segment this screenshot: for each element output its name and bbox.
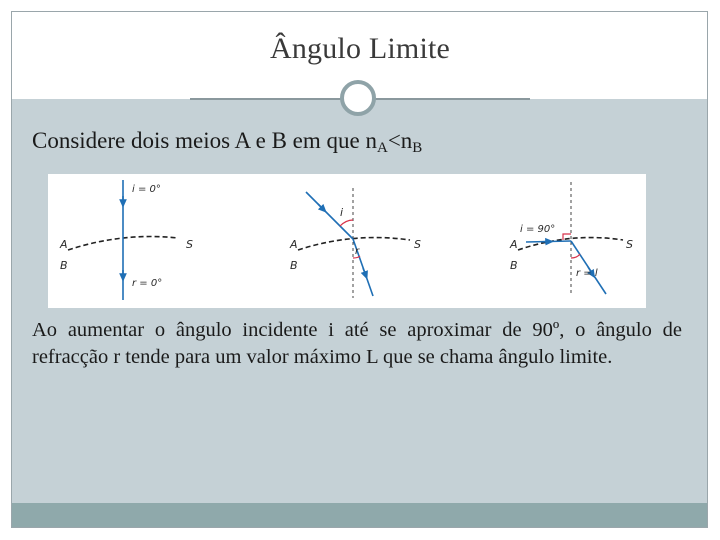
refracted-arrow bbox=[363, 268, 366, 276]
medium-b-label: B bbox=[510, 259, 518, 272]
refracted-angle-label: r bbox=[355, 246, 360, 257]
explanation-paragraph: Ao aumentar o ângulo incidente i até se aproximar de 90º, o ângulo de refracção r tende para um valor máximo L que se chama ângulo limite. bbox=[32, 319, 682, 368]
medium-a-label: A bbox=[290, 238, 298, 251]
footer-bar bbox=[12, 503, 707, 527]
incident-angle-arc bbox=[340, 220, 353, 226]
surface-label: S bbox=[626, 238, 633, 251]
medium-a-label: A bbox=[510, 238, 518, 251]
incident-angle-label: i = 90° bbox=[520, 224, 556, 235]
surface-label: S bbox=[186, 238, 193, 251]
surface-label: S bbox=[414, 238, 421, 251]
refraction-figure bbox=[48, 174, 646, 308]
incident-angle-label: i bbox=[340, 206, 344, 219]
slide-title: Ângulo Limite bbox=[269, 32, 451, 65]
medium-b-label: B bbox=[290, 259, 298, 272]
panel-oblique-incidence bbox=[289, 188, 421, 298]
intro-sub-b: B bbox=[412, 140, 423, 156]
incident-arrow bbox=[318, 204, 324, 210]
incident-label: i = 0° bbox=[132, 184, 161, 195]
intro-main: Considere dois meios A e B em que n bbox=[32, 128, 377, 153]
panel-normal-incidence bbox=[59, 180, 193, 300]
limit-angle-arc bbox=[571, 254, 580, 258]
divider-circle-ornament bbox=[340, 80, 376, 116]
intro-lt: <n bbox=[387, 128, 413, 153]
incident-ray bbox=[306, 192, 353, 239]
panel-limit-angle bbox=[509, 182, 633, 296]
intro-text bbox=[32, 128, 422, 157]
medium-a-label: A bbox=[60, 238, 68, 251]
refraction-diagrams bbox=[48, 174, 646, 308]
limit-angle-label: r = l bbox=[576, 268, 598, 279]
refracted-label: r = 0° bbox=[132, 278, 163, 289]
medium-b-label: B bbox=[60, 259, 68, 272]
intro-sub-a: A bbox=[376, 140, 388, 156]
